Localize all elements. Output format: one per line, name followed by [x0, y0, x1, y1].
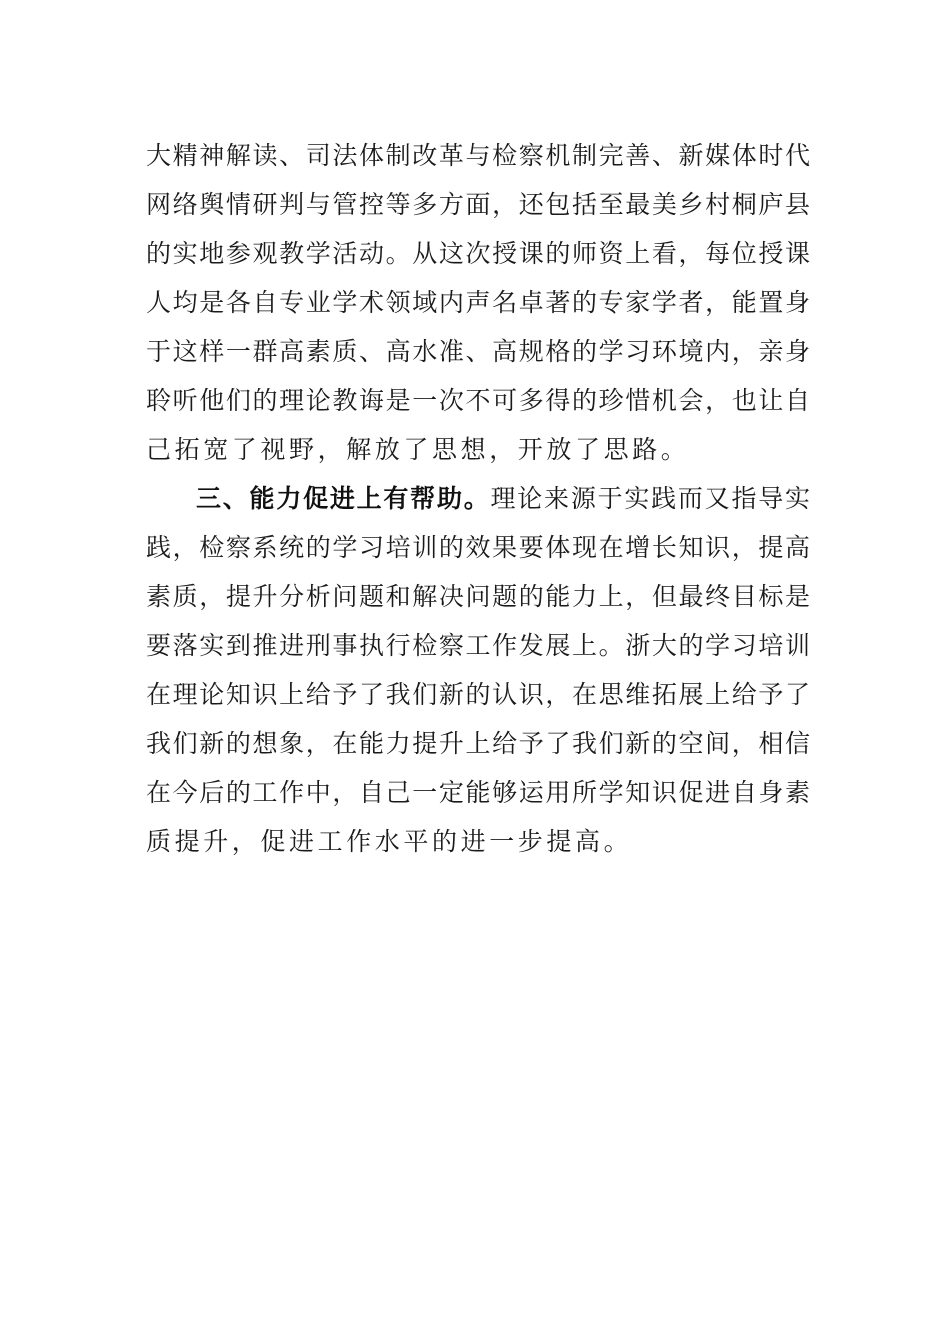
paragraph-line: 网络舆情研判与管控等多方面，还包括至最美乡村桐庐县	[146, 190, 810, 219]
paragraph-2	[146, 474, 810, 866]
paragraph-line: 质提升，促进工作水平的进一步提高。	[146, 827, 633, 856]
section-heading: 三、能力促进上有帮助。	[196, 484, 491, 513]
paragraph-line: 聆听他们的理论教诲是一次不可多得的珍惜机会，也让自	[146, 386, 810, 415]
paragraph-line: 素质，提升分析问题和解决问题的能力上，但最终目标是	[146, 582, 810, 611]
paragraph-first-line	[146, 474, 810, 523]
paragraph-line: 我们新的想象，在能力提升上给予了我们新的空间，相信	[146, 729, 810, 758]
paragraph-line: 践，检察系统的学习培训的效果要体现在增长知识，提高	[146, 533, 810, 562]
paragraph-line: 己拓宽了视野，解放了思想，开放了思路。	[146, 435, 690, 464]
paragraph-line: 在理论知识上给予了我们新的认识，在思维拓展上给予了	[146, 680, 810, 709]
paragraph-line: 大精神解读、司法体制改革与检察机制完善、新媒体时代	[146, 141, 810, 170]
document-body	[146, 131, 810, 866]
first-line-text: 理论来源于实践而又指导实	[490, 484, 810, 513]
paragraph-line: 于这样一群高素质、高水准、高规格的学习环境内，亲身	[146, 337, 810, 366]
paragraph-line: 的实地参观教学活动。从这次授课的师资上看，每位授课	[146, 239, 810, 268]
paragraph-line: 要落实到推进刑事执行检察工作发展上。浙大的学习培训	[146, 631, 810, 660]
paragraph-line: 在今后的工作中，自己一定能够运用所学知识促进自身素	[146, 778, 810, 807]
paragraph-line: 人均是各自专业学术领域内声名卓著的专家学者，能置身	[146, 288, 810, 317]
paragraph-1	[146, 131, 810, 474]
